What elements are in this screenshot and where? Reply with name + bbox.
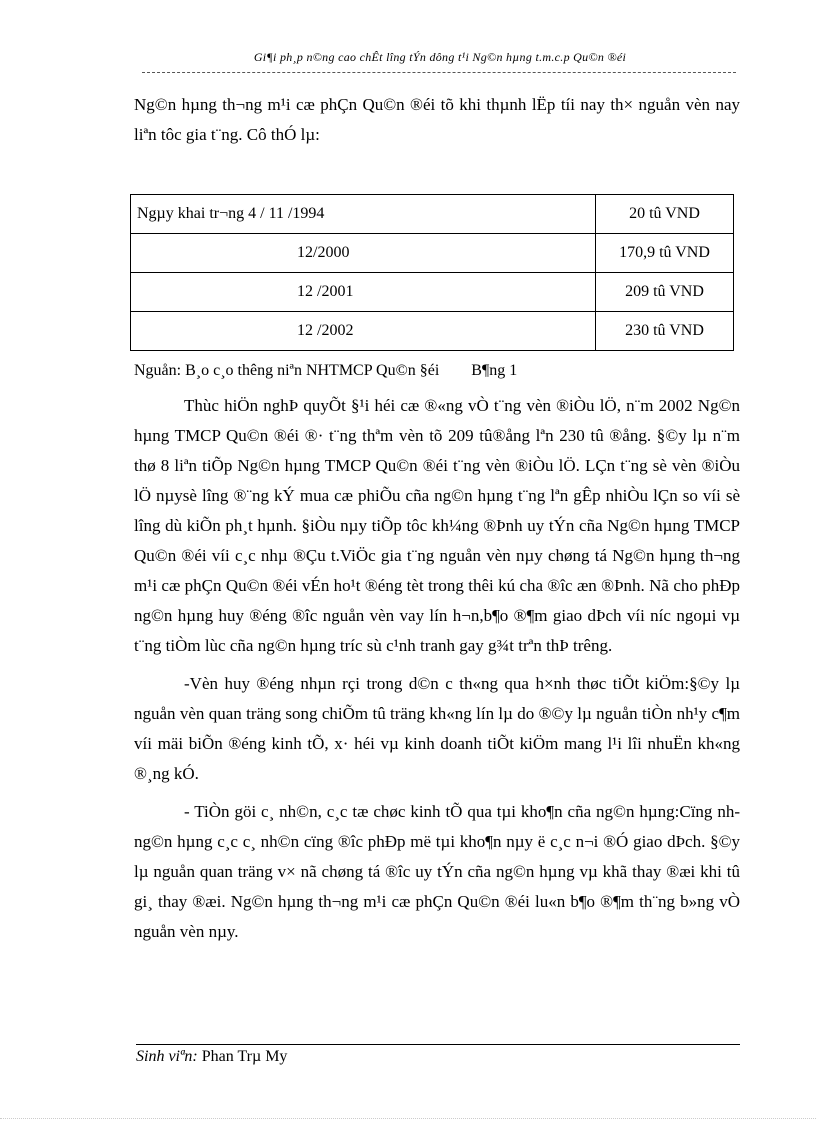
body-paragraph-1: Thùc hiÖn nghÞ quyÕt §¹i héi cæ ®«ng vÒ t¨ng vèn ®iÒu lÖ, n¨m 2002 Ng©n hµng TMCP Qu©n ®éi ®· t¨ng thªm vèn tõ 209 tû®ång lªn 230 tû ®ång. §©y lµ n¨m thø 8 liªn tiÕp Ng©n hµng TMCP Qu©n ®éi t¨ng vèn ®iÒu lÖ. LÇn t¨ng sè vèn ®iÒu lÖ nµysè lîng ®¨ng kÝ mua cæ phiÕu cña ng©n hµng t¨ng lªn gÊp nhiÒu lÇn so víi sè lîng dù kiÕn ph¸t hµnh. §iÒu nµy tiÕp tôc kh¼ng ®Þnh uy tÝn cña Ng©n hµng TMCP Qu©n ®éi víi c¸c nhµ ®Çu t.ViÖc gia t¨ng nguån vèn nµy chøng tá Ng©n hµng th¬ng m¹i cæ phÇn Qu©n ®éi vÉn ho¹t ®éng tèt trong thêi kú cha ®îc æn ®Þnh. Nã cho phÐp ng©n hµng huy ®éng ®îc nguån vèn vay lín h¬n,b¶o ®¶m giao dÞch víi níc ngoµi vµ t¨ng tiÒm lùc cña ng©n hµng tríc sù c¹nh tranh gay g¾t trªn thÞ trêng.	[134, 396, 740, 655]
row-value: 209 tû VND	[596, 273, 734, 312]
table-source-line	[134, 351, 740, 391]
row-label: 12 /2001	[131, 273, 596, 312]
body-paragraph-3: - TiÒn göi c¸ nh©n, c¸c tæ chøc kinh tÕ qua tµi kho¶n cña ng©n hµng:Cïng nh ng©n hµng c¸c c¸ nh©n cïng ®îc phÐp më tµi kho¶n nµy ë c¸c n¬i ®Ó giao dÞch. §©y lµ nguån quan träng v× nã chøng tá ®îc uy tÝn cña ng©n hµng vµ khã thay ®æi khi tû gi¸ thay ®æi. Ng©n hµng th¬ng m¹i cæ phÇn Qu©n ®éi lu«n b¶o ®¶m th¨ng b»ng vÒ nguån vèn nµy.	[134, 802, 740, 941]
table-label: B¶ng 1	[471, 362, 518, 379]
row-label: Ngµy khai tr¬ng 4 / 11 /1994	[131, 195, 596, 234]
table-row	[131, 234, 734, 273]
row-label: 12 /2002	[131, 312, 596, 351]
running-header: Gi¶i ph¸p n©ng cao chÊt lîng tÝn dông t¹i Ng©n hµng t.m.c.p Qu©n ®éi	[253, 50, 627, 64]
table-row	[131, 195, 734, 234]
row-value: 20 tû VND	[596, 195, 734, 234]
table-row	[131, 273, 734, 312]
footer-name: Phan Trµ My	[201, 1048, 288, 1065]
footer-rule	[136, 1044, 740, 1045]
capital-table	[130, 194, 734, 351]
row-label: 12/2000	[131, 234, 596, 273]
page-content	[134, 90, 740, 947]
source-text: Nguån: B¸o c¸o thêng niªn NHTMCP Qu©n §éi	[134, 362, 440, 379]
row-value: 170,9 tû VND	[596, 234, 734, 273]
intro-paragraph: Ng©n hµng th¬ng m¹i cæ phÇn Qu©n ®éi tõ khi thµnh lËp tíi nay th× nguån vèn nay liªn tôc gia t¨ng. Cô thÓ lµ:	[134, 95, 740, 144]
body-paragraph-2: -Vèn huy ®éng nhµn rçi trong d©n c th«ng qua h×nh thøc tiÕt kiÖm:§©y lµ nguån vèn quan träng song chiÕm tû träng kh«ng lín lµ do ®©y lµ nguån tiÒn nh¹y c¶m víi mäi biÕn ®éng kinh tÕ, x· héi vµ kinh doanh tiÕt kiÖm mang l¹i lîi nhuËn kh«ng ®¸ng kÓ.	[134, 674, 740, 783]
table-row	[131, 312, 734, 351]
row-value: 230 tû VND	[596, 312, 734, 351]
footer-label: Sinh viªn:	[136, 1048, 198, 1065]
header-dashed-rule	[142, 72, 736, 73]
page-bottom-dotted-rule	[0, 1118, 816, 1119]
footer	[136, 1048, 287, 1066]
